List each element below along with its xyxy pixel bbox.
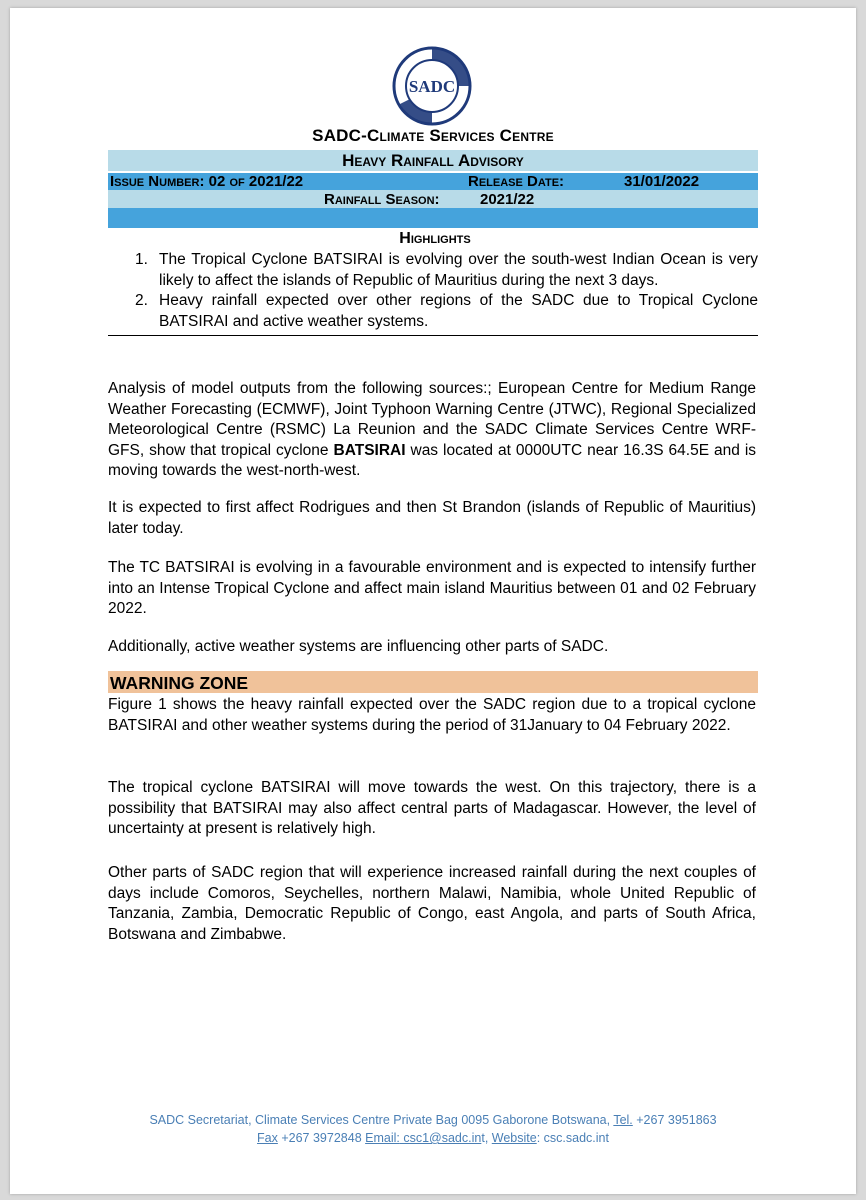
analysis-text-start: Analysis of model outputs from the following sources:; European Centre for Medium Range Weather Forecasting (ECMWF), Joint Typhoon Warning Centre (JTWC), Regional Specialized Meteorological Centre (RSMC) La Reunion and the SADC Climate Services Centre WRF-GFS, show that tropical cyclone [108, 380, 756, 459]
footer-email-label: Email: [365, 1131, 400, 1145]
footer-address: SADC Secretariat, Climate Services Centre Private Bag 0095 Gaborone Botswana, [149, 1113, 614, 1127]
org-title: SADC-Climate Services Centre [312, 126, 554, 145]
highlights-title: Highlights [399, 230, 471, 247]
highlight-text: The Tropical Cyclone BATSIRAI is evolving over the south-west Indian Ocean is very likely to affect the islands of Republic of Mauritius during the next 3 days. [159, 251, 758, 289]
advisory-title: Heavy Rainfall Advisory [108, 150, 758, 171]
warning-paragraph-figure: Figure 1 shows the heavy rainfall expected over the SADC region due to a tropical cyclone BATSIRAI and other weather systems during the period of 31January to 04 February 2022. [108, 696, 756, 734]
footer-email-link[interactable]: csc1@sadc.in [399, 1131, 482, 1145]
additional-paragraph: Additionally, active weather systems are influencing other parts of SADC. [108, 638, 609, 655]
rainfall-season-label: Rainfall Season: [324, 191, 440, 208]
footer-fax-label: Fax [257, 1131, 278, 1145]
footer-line-2 [0, 1129, 866, 1147]
warning-zone-heading: WARNING ZONE [108, 671, 758, 693]
analysis-text-end: was located at 0000UTC near 16.3S 64.5E and is moving towards the west-north-west. [108, 441, 757, 479]
footer-tel-label: Tel. [613, 1113, 633, 1127]
sadc-logo [392, 46, 472, 126]
highlight-item [108, 291, 758, 332]
rodrigues-paragraph: It is expected to first affect Rodrigues and then St Brandon (islands of Republic of Mauritius) later today. [108, 499, 756, 537]
warning-paragraph-regions: Other parts of SADC region that will experience increased rainfall during the next couples of days include Comoros, Seychelles, northern Malawi, Namibia, whole United Republic of Tanzania, Zambia, Democratic Republic of Congo, east Angola, and parts of South Africa, Botswana and Zimbabwe. [108, 864, 756, 943]
issue-band [108, 173, 758, 190]
highlights-list [108, 250, 758, 336]
footer-tel-value: +267 3951863 [632, 1113, 717, 1127]
analysis-paragraph [108, 379, 756, 482]
logo-text: SADC [408, 77, 456, 96]
highlight-text: Heavy rainfall expected over other regions of the SADC due to Tropical Cyclone BATSIRAI and active weather systems. [159, 292, 758, 330]
footer-line-1 [0, 1111, 866, 1129]
footer-email-tail: t, [481, 1131, 492, 1145]
footer-fax-value: +267 3972848 [277, 1131, 366, 1145]
issue-number: Issue Number: 02 of 2021/22 [110, 173, 304, 190]
release-date-value: 31/01/2022 [624, 173, 700, 190]
cyclone-name: BATSIRAI [333, 441, 406, 459]
highlight-number: 2. [135, 292, 148, 309]
season-band [108, 190, 758, 208]
highlight-number: 1. [135, 251, 148, 268]
release-date-label: Release Date: [468, 173, 565, 190]
intensify-paragraph: The TC BATSIRAI is evolving in a favourable environment and is expected to intensify further into an Intense Tropical Cyclone and affect main island Mauritius between 01 and 02 February 2022. [108, 559, 756, 617]
blank-band [108, 208, 758, 228]
warning-paragraph-trajectory: The tropical cyclone BATSIRAI will move towards the west. On this trajectory, there is a possibility that BATSIRAI may also affect central parts of Madagascar. However, the level of uncertainty at present is relatively high. [108, 779, 756, 837]
footer-website-label[interactable]: Website [491, 1131, 537, 1145]
footer-website-value: : csc.sadc.int [536, 1131, 609, 1145]
highlight-item [108, 250, 758, 291]
rainfall-season-value: 2021/22 [480, 191, 535, 208]
